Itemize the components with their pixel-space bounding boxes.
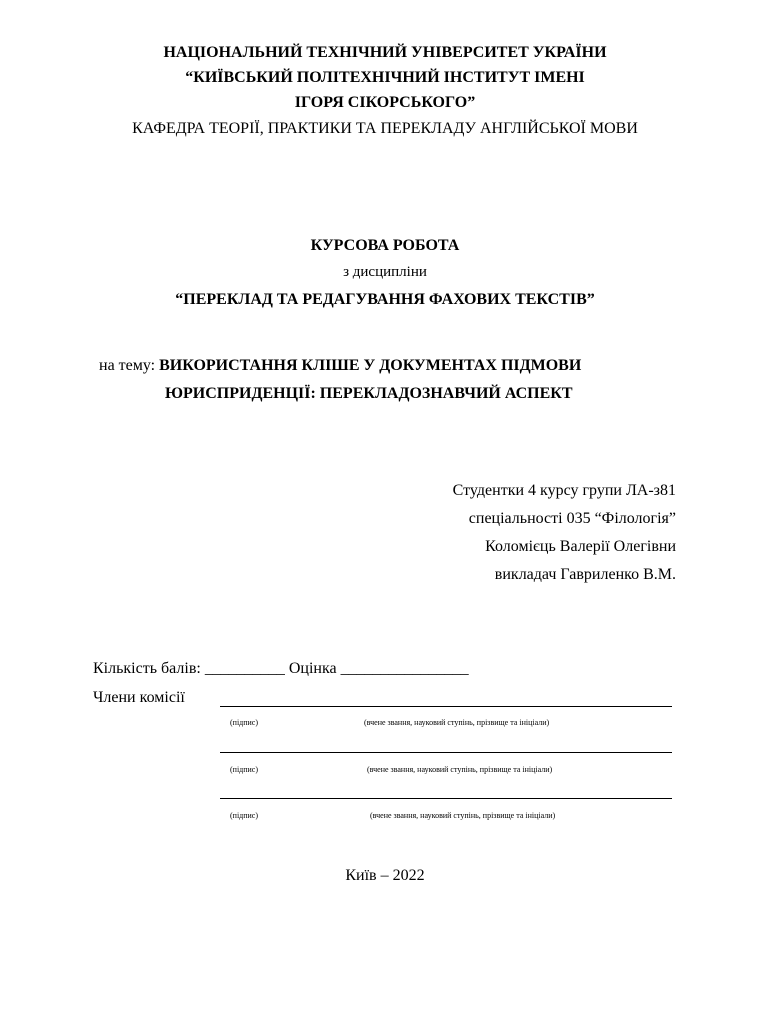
university-name-line1: НАЦІОНАЛЬНИЙ ТЕХНІЧНИЙ УНІВЕРСИТЕТ УКРАЇНИ xyxy=(163,44,607,61)
points-and-grade xyxy=(93,660,469,678)
university-name-line2: “КИЇВСЬКИЙ ПОЛІТЕХНІЧНИЙ ІНСТИТУТ ІМЕНІ xyxy=(185,69,585,86)
supervisor: викладач Гавриленко В.М. xyxy=(494,566,676,583)
topic-line1 xyxy=(99,357,581,375)
commission-signature-line-3 xyxy=(220,798,672,799)
work-type: КУРСОВА РОБОТА xyxy=(310,237,460,254)
details-caption-2: (вчене звання, науковий ступінь, прізвище та ініціали) xyxy=(367,765,553,774)
signature-caption-3: (підпис) xyxy=(230,811,259,820)
signature-caption-2: (підпис) xyxy=(230,765,259,774)
commission-label: Члени комісії xyxy=(93,689,185,706)
commission-signature-line-2 xyxy=(220,752,672,753)
student-name: Коломієць Валерії Олегівни xyxy=(485,538,676,555)
commission-signature-line-1 xyxy=(220,706,672,707)
student-specialty: спеціальності 035 “Філологія” xyxy=(468,510,676,527)
discipline-prefix: з дисципліни xyxy=(343,264,427,280)
points-label: Кількість балів: __________ xyxy=(93,660,285,677)
university-name-line3: ІГОРЯ СІКОРСЬКОГО” xyxy=(294,94,476,111)
discipline-title: “ПЕРЕКЛАД ТА РЕДАГУВАННЯ ФАХОВИХ ТЕКСТІВ” xyxy=(175,291,595,308)
department-name: КАФЕДРА ТЕОРІЇ, ПРАКТИКИ ТА ПЕРЕКЛАДУ АНГЛІЙСЬКОЇ МОВИ xyxy=(132,120,638,137)
grade-label: Оцінка ________________ xyxy=(288,660,469,677)
details-caption-3: (вчене звання, науковий ступінь, прізвище та ініціали) xyxy=(370,811,556,820)
city-year: Київ – 2022 xyxy=(345,867,425,884)
topic-title-part1: ВИКОРИСТАННЯ КЛІШЕ У ДОКУМЕНТАХ ПІДМОВИ xyxy=(159,357,582,374)
topic-title-part2: ЮРИСПРИДЕНЦІЇ: ПЕРЕКЛАДОЗНАВЧИЙ АСПЕКТ xyxy=(165,385,573,402)
details-caption-1: (вчене звання, науковий ступінь, прізвище та ініціали) xyxy=(364,718,550,727)
topic-prefix: на тему: xyxy=(99,357,156,374)
signature-caption-1: (підпис) xyxy=(230,718,259,727)
student-course-group: Студентки 4 курсу групи ЛА-з81 xyxy=(452,482,676,499)
